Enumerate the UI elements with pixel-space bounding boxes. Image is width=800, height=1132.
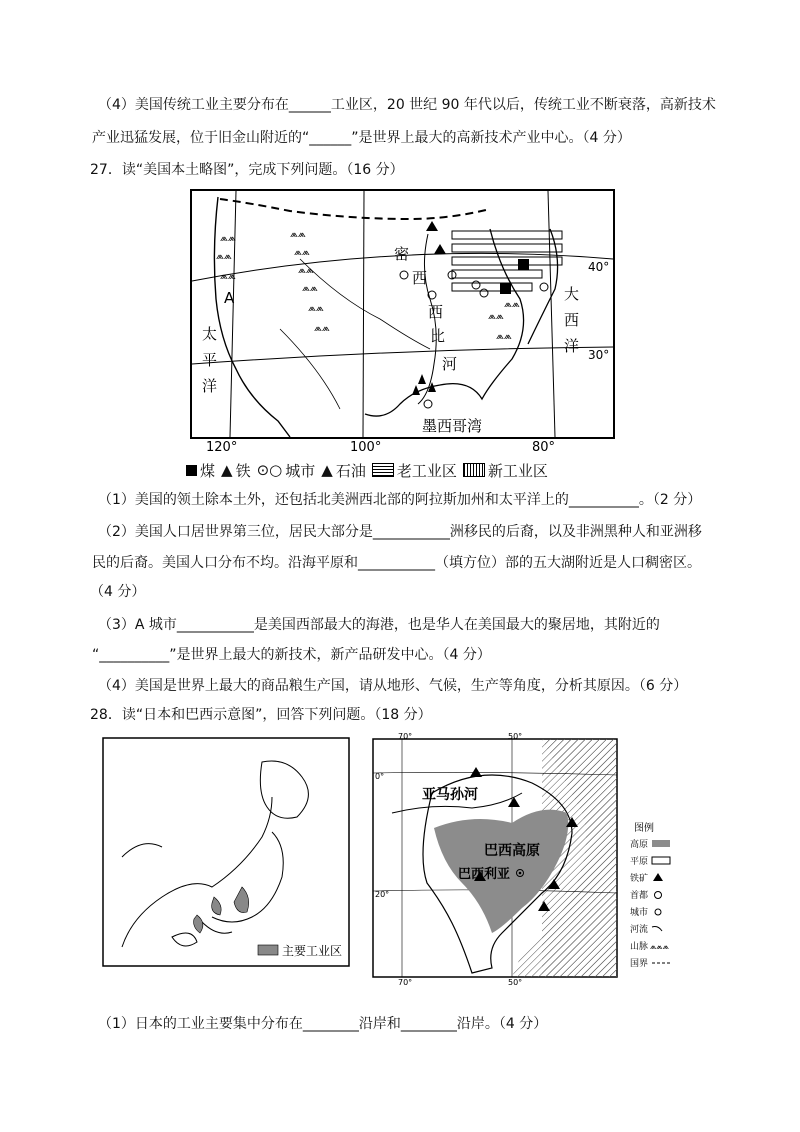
svg-text:⩕⩕: ⩕⩕ bbox=[504, 299, 520, 310]
usa-map-legend bbox=[186, 459, 616, 481]
label-ping: 平 bbox=[202, 351, 218, 369]
q28-1: （1）日本的工业主要集中分布在________沿岸和________沿岸。（4 分） bbox=[98, 1016, 548, 1032]
label-yang2: 洋 bbox=[564, 337, 580, 355]
lat-40: 40° bbox=[588, 260, 610, 274]
q27-2-line2: 民的后裔。美国人口分布不均。沿海平原和___________（填方位）部的五大湖附近是人口稠密区。 bbox=[92, 555, 701, 571]
lon-80: 80° bbox=[532, 440, 556, 454]
japan-map bbox=[102, 737, 350, 967]
lon-100: 100° bbox=[350, 440, 382, 454]
svg-text:⩕⩕: ⩕⩕ bbox=[290, 229, 306, 240]
svg-text:⩕⩕: ⩕⩕ bbox=[216, 251, 232, 262]
svg-text:铁矿: 铁矿 bbox=[630, 874, 649, 884]
label-xi2: 西 bbox=[428, 303, 444, 321]
new-zone-legend-icon bbox=[463, 463, 485, 477]
bottom-lon-70: 70° bbox=[398, 978, 413, 986]
svg-text:图例: 图例 bbox=[634, 823, 654, 834]
lat-30: 30° bbox=[588, 348, 610, 362]
q27-2-line3: （4 分） bbox=[90, 584, 146, 600]
coal-legend-icon bbox=[186, 465, 197, 476]
svg-text:⩕⩕: ⩕⩕ bbox=[220, 233, 236, 244]
svg-text:⩕⩕⩕: ⩕⩕⩕ bbox=[650, 942, 669, 951]
brazil-legend bbox=[630, 821, 672, 969]
label-da: 大 bbox=[564, 285, 580, 303]
svg-text:山脉: 山脉 bbox=[630, 942, 649, 952]
iron-legend-icon: ▲ bbox=[221, 461, 233, 479]
legend-old: 老工业区 bbox=[396, 461, 457, 480]
usa-map bbox=[190, 189, 615, 454]
q26-4-line2: 产业迅猛发展，位于旧金山附近的“______”是世界上最大的高新技术产业中心。（4 分） bbox=[92, 130, 631, 146]
bottom-lon-50: 50° bbox=[508, 978, 523, 986]
svg-text:平原: 平原 bbox=[630, 857, 649, 867]
q27-3-line1: （3）A 城市___________是美国西部最大的海港，也是华人在美国最大的聚居地，其附近的 bbox=[98, 617, 660, 633]
lat-0: 0° bbox=[375, 772, 385, 781]
svg-text:⩕⩕: ⩕⩕ bbox=[302, 283, 318, 294]
svg-text:⩕⩕: ⩕⩕ bbox=[294, 247, 310, 258]
label-mi: 密 bbox=[394, 245, 410, 263]
q27-title: 27．读“美国本土略图”，完成下列问题。（16 分） bbox=[90, 162, 404, 178]
label-bi: 比 bbox=[430, 327, 446, 345]
q27-1: （1）美国的领土除本土外，还包括北美洲西北部的阿拉斯加州和太平洋上的__________。（2 分） bbox=[98, 492, 702, 508]
svg-text:高原: 高原 bbox=[630, 840, 649, 850]
label-xi3: 西 bbox=[564, 311, 580, 329]
svg-text:城市: 城市 bbox=[630, 908, 649, 918]
q26-4-line1: （4）美国传统工业主要分布在______工业区，20 世纪 90 年代以后，传统工业不断衰落，高新技术 bbox=[98, 97, 716, 113]
label-gulf: 墨西哥湾 bbox=[422, 417, 483, 435]
label-a: A bbox=[224, 289, 235, 307]
label-amazon: 亚马孙河 bbox=[422, 787, 478, 803]
svg-text:⩕⩕: ⩕⩕ bbox=[496, 331, 512, 342]
label-capital: 巴西利亚 bbox=[458, 867, 511, 882]
svg-text:河流: 河流 bbox=[630, 925, 649, 935]
coal-icon bbox=[518, 259, 529, 270]
label-tai: 太 bbox=[202, 325, 218, 343]
svg-text:⩕⩕: ⩕⩕ bbox=[488, 311, 504, 322]
lon-120: 120° bbox=[206, 440, 238, 454]
brazil-map bbox=[372, 733, 687, 986]
svg-text:首都: 首都 bbox=[630, 891, 649, 901]
label-yang: 洋 bbox=[202, 377, 218, 395]
svg-text:⩕⩕: ⩕⩕ bbox=[220, 271, 236, 282]
old-zone-legend-icon bbox=[372, 463, 394, 477]
top-lon-70: 70° bbox=[398, 733, 413, 741]
legend-coal: 煤 bbox=[200, 461, 216, 480]
legend-new: 新工业区 bbox=[487, 461, 548, 480]
legend-city: 城市 bbox=[285, 461, 316, 480]
top-lon-50: 50° bbox=[508, 733, 523, 741]
coal-icon bbox=[500, 283, 511, 294]
q28-title: 28．读“日本和巴西示意图”，回答下列问题。（18 分） bbox=[90, 707, 432, 723]
svg-text:⩕⩕: ⩕⩕ bbox=[314, 323, 330, 334]
lat-20: 20° bbox=[375, 890, 390, 899]
label-he: 河 bbox=[442, 355, 458, 373]
svg-text:国界: 国界 bbox=[630, 959, 649, 969]
japan-legend-label: 主要工业区 bbox=[282, 944, 343, 958]
q27-4: （4）美国是世界上最大的商品粮生产国，请从地形、气候，生产等角度，分析其原因。（6 分） bbox=[98, 678, 688, 694]
q27-2-line1: （2）美国人口居世界第三位，居民大部分是___________洲移民的后裔，以及非洲黑种人和亚洲移 bbox=[98, 524, 702, 540]
city-legend-icon: ⊙○ bbox=[256, 461, 283, 479]
legend-oil: 石油 bbox=[335, 461, 366, 480]
label-plateau: 巴西高原 bbox=[484, 843, 540, 859]
legend-iron: 铁 bbox=[235, 461, 251, 480]
svg-text:⩕⩕: ⩕⩕ bbox=[298, 265, 314, 276]
oil-legend-icon: ▲ bbox=[321, 461, 333, 479]
q27-3-line2: “__________”是世界上最大的新技术，新产品研发中心。（4 分） bbox=[92, 647, 491, 663]
svg-text:⩕⩕: ⩕⩕ bbox=[308, 303, 324, 314]
japan-legend-swatch bbox=[258, 945, 278, 955]
label-xi: 西 bbox=[412, 269, 428, 287]
